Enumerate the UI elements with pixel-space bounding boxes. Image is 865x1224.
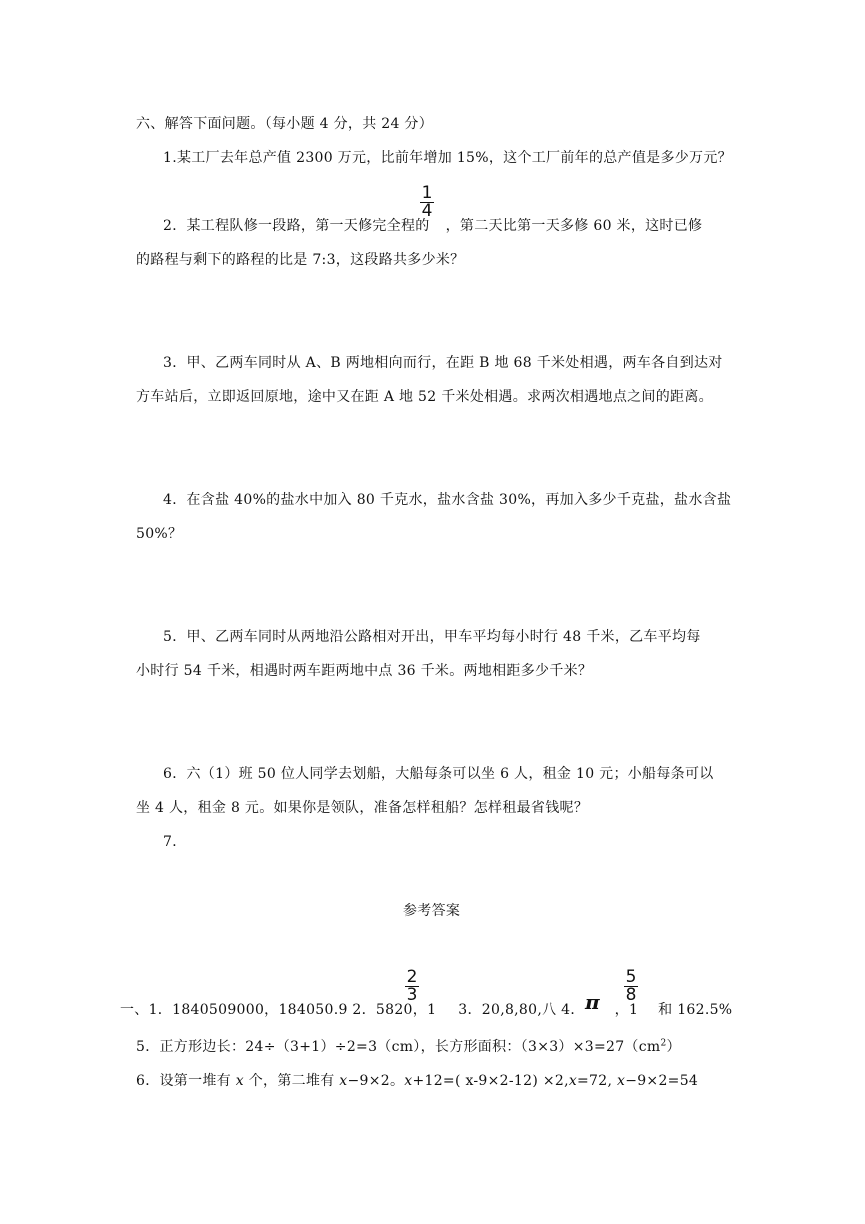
question-6-line-2: 坐 4 人，租金 8 元。如果你是领队，准备怎样租船？怎样租最省钱呢？	[136, 800, 589, 816]
answer-1-text-c: ，1	[614, 1002, 639, 1018]
answers-title: 参考答案	[403, 903, 461, 919]
answer-6-mid-3: +12=( x-9×2-12) ×2,	[412, 1073, 569, 1089]
answer-line-1	[120, 999, 732, 1019]
question-7: 7．	[163, 834, 187, 850]
fraction-numerator: 2	[406, 967, 418, 987]
fraction-denominator: 3	[406, 985, 418, 1005]
fraction-denominator: 4	[421, 201, 433, 221]
question-3-line-2: 方车站后，立即返回原地，途中又在距 A 地 52 千米处相遇。求两次相遇地点之间的距离。	[136, 389, 713, 405]
question-4-line-2: 50%？	[136, 526, 183, 542]
question-5-line-2: 小时行 54 千米，相遇时两车距两地中点 36 千米。两地相距多少千米？	[136, 663, 593, 679]
question-4-line-1: 4．在含盐 40%的盐水中加入 80 千克水，盐水含盐 30%，再加入多少千克盐，盐水含盐	[163, 492, 732, 508]
question-2-line-2: 的路程与剩下的路程的比是 7:3，这段路共多少米？	[136, 252, 465, 268]
variable-x: x	[404, 1073, 413, 1089]
pi-symbol: π	[585, 990, 600, 1014]
question-2-text-a: 2．某工程队修一段路，第一天修完全程的	[163, 218, 430, 234]
variable-x: x	[339, 1073, 348, 1089]
answer-5-end: ）	[666, 1039, 681, 1055]
section-heading: 六、解答下面问题。（每小题 4 分，共 24 分）	[136, 116, 434, 132]
question-2-text-b: ，第二天比第一天多修 60 米，这时已修	[445, 218, 703, 234]
answer-5-text: 5．正方形边长：24÷（3+1）÷2=3（cm），长方形面积：（3×3）×3=27（cm	[136, 1039, 661, 1055]
question-1: 1.某工厂去年总产值 2300 万元，比前年增加 15%，这个工厂前年的总产值是多少万元？	[163, 150, 732, 166]
answer-1-text-b: 3．20,8,80,八 4．	[458, 1002, 585, 1018]
answer-6-mid-4: =72,	[577, 1073, 617, 1089]
variable-x: x	[235, 1073, 244, 1089]
answer-6-mid-5: −9×2=54	[625, 1073, 699, 1089]
question-6-line-1: 6．六（1）班 50 位人同学去划船，大船每条可以坐 6 人，租金 10 元；小船每条可以	[163, 766, 714, 782]
fraction-numerator: 5	[625, 967, 637, 987]
answer-line-6	[136, 1070, 698, 1090]
fraction-five-eighths	[624, 967, 638, 1005]
answer-6-pre: 6．设第一堆有	[136, 1073, 236, 1089]
answer-line-5	[136, 1036, 681, 1056]
answer-6-mid-2: −9×2。	[347, 1073, 405, 1089]
question-5-line-1: 5．甲、乙两车同时从两地沿公路相对开出，甲车平均每小时行 48 千米，乙车平均每	[163, 629, 701, 645]
answer-1-text-d: 和 162.5%	[658, 1002, 733, 1018]
variable-x: x	[568, 1073, 578, 1089]
answer-1-text-a: 一、1．1840509000，184050.9 2．5820，1	[120, 1002, 437, 1018]
variable-x: x	[616, 1073, 626, 1089]
fraction-two-thirds	[405, 967, 419, 1005]
question-3-line-1: 3．甲、乙两车同时从 A、B 两地相向而行，在距 B 地 68 千米处相遇，两车各自到达对	[163, 355, 723, 371]
fraction-one-quarter	[420, 183, 434, 221]
fraction-numerator: 1	[421, 183, 433, 203]
answer-6-mid-1: 个，第二堆有	[243, 1073, 340, 1089]
fraction-denominator: 8	[625, 985, 637, 1005]
answer-5-superscript: 2	[660, 1038, 667, 1049]
